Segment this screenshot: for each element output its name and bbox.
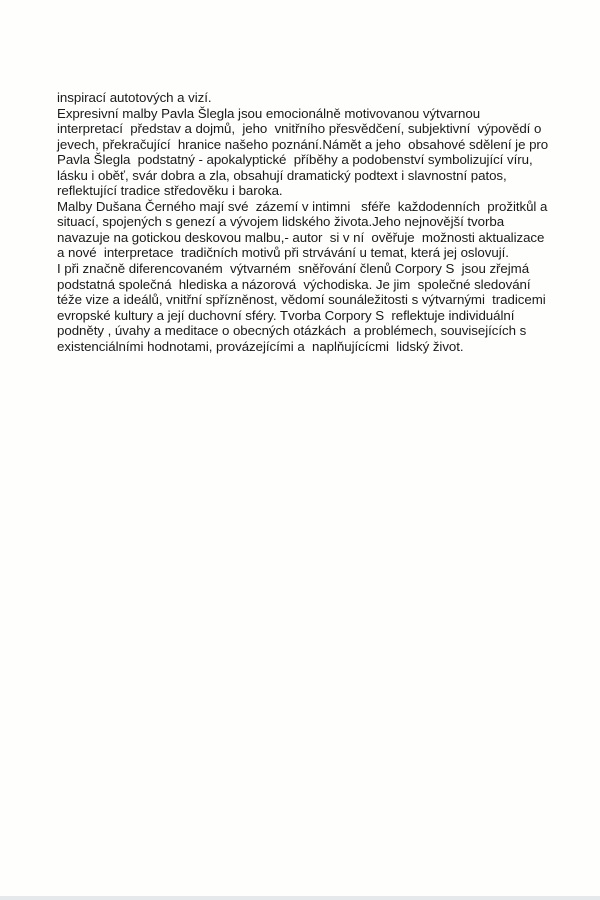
- text-line: Malby Dušana Černého mají své zázemí v intimni sféře každodenních prožitkůl a: [57, 198, 548, 214]
- text-line: I při značně diferencovaném výtvarném sněřování členů Corpory S jsou zřejmá: [57, 261, 530, 277]
- text-line: Pavla Šlegla podstatný - apokalyptické příběhy a podobenství symbolizující víru,: [57, 152, 533, 168]
- text-line: a nové interpretace tradičních motivů při strvávání u temat, která jej oslovují.: [57, 245, 509, 261]
- text-line: lásku i oběť, svár dobra a zla, obsahují dramatický podtext i slavnostní patos,: [57, 167, 507, 183]
- text-line: navazuje na gotickou deskovou malbu,- autor si v ní ověřuje možnosti aktualizace: [57, 229, 545, 245]
- text-line: reflektující tradice středověku i baroka.: [57, 183, 283, 199]
- text-line: podstatná společná hlediska a názorová východiska. Je jim společné sledování: [57, 276, 531, 292]
- text-line: situací, spojených s genezí a vývojem lidského života.Jeho nejnovější tvorba: [57, 214, 505, 230]
- page-bottom-edge: [0, 896, 600, 900]
- text-line: evropské kultury a její duchovní sféry. Tvorba Corpory S reflektuje individuální: [57, 307, 515, 323]
- text-line: interpretací představ a dojmů, jeho vnitřního přesvědčení, subjektivní výpovědí o: [57, 121, 542, 137]
- text-line: podněty , úvahy a meditace o obecných otázkách a problémech, souvisejících s: [57, 323, 527, 339]
- text-line: inspirací autotových a vizí.: [57, 90, 212, 105]
- body-text: [57, 90, 557, 354]
- text-line: Expresivní malby Pavla Šlegla jsou emocionálně motivovanou výtvarnou: [57, 105, 481, 121]
- text-line: existenciálními hodnotami, provázejícími a naplňujícícmi lidský život.: [57, 338, 464, 354]
- text-line: jevech, překračující hranice našeho poznání.Námět a jeho obsahové sdělení je pro: [57, 136, 549, 152]
- text-line: téže vize a ideálů, vnitřní spřízněnost, vědomí sounáležitosti s výtvarnými tradicemi: [57, 292, 546, 308]
